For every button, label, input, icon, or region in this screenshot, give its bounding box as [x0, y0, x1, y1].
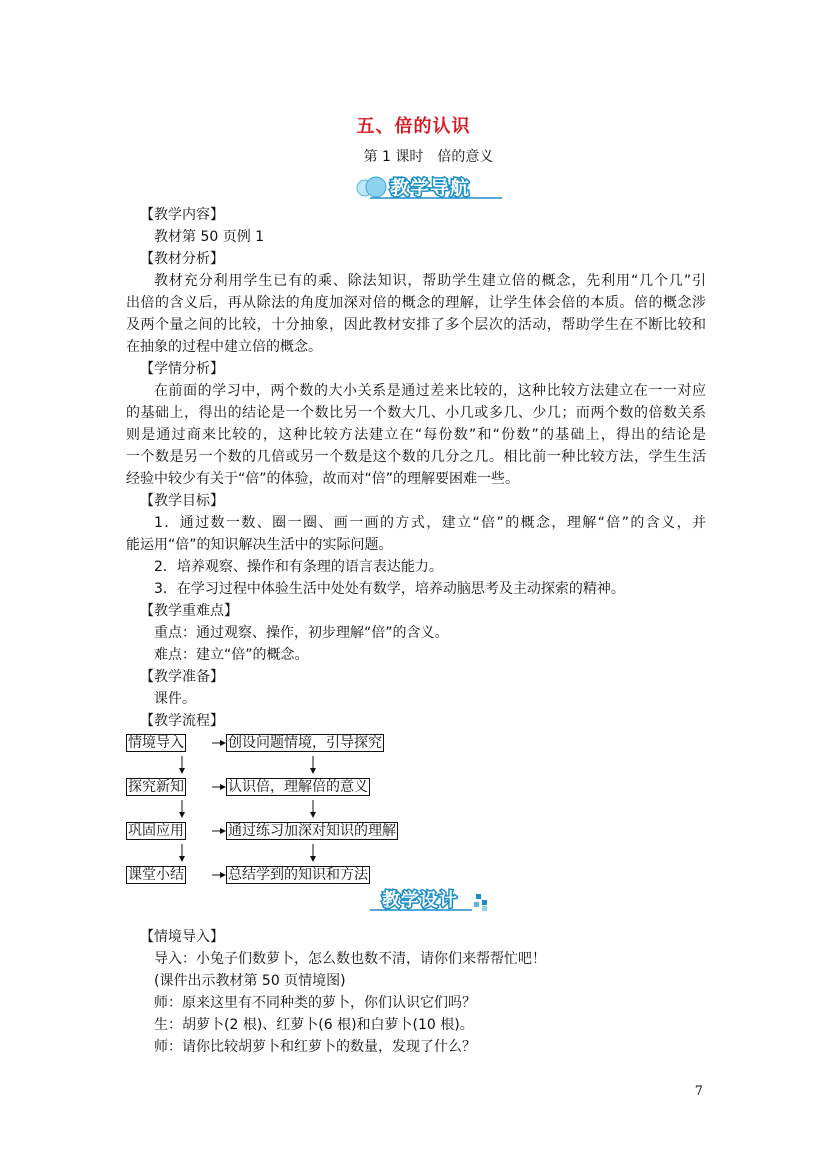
teaching-flowchart: [126, 732, 706, 886]
paragraph-line: 一个数是另一个数的几倍或另一个数是这个数的几分之几。相比前一种比较方法，学生生活: [126, 449, 706, 465]
paragraph-line: 的基础上，得出的结论是一个数比另一个数大几、小几或多几、少几；而两个数的倍数关系: [126, 405, 706, 421]
flow-stage-box: 课堂小结: [128, 867, 184, 883]
dialogue-line: 师：原来这里有不同种类的萝卜，你们认识它们吗？: [154, 995, 476, 1011]
paragraph-line: 及两个量之间的比较，十分抽象，因此教材安排了多个层次的活动，帮助学生在不断比较和: [126, 317, 706, 333]
flow-stage-box: 情境导入: [128, 735, 184, 751]
flow-desc-box: 认识倍，理解倍的意义: [228, 779, 368, 795]
flow-desc-box: 创设问题情境，引导探究: [228, 735, 382, 751]
flow-stage-box: 探究新知: [128, 779, 184, 795]
teaching-design-banner: [368, 884, 492, 916]
dialogue-line: 导入：小兔子们数萝卜，怎么数也数不清，请你们来帮帮忙吧！: [154, 951, 546, 967]
section-heading: 【教学准备】: [140, 669, 224, 685]
goal-item: 2．培养观察、操作和有条理的语言表达能力。: [154, 559, 443, 575]
paragraph-line: 出倍的含义后，再从除法的角度加深对倍的概念的理解，让学生体会倍的本质。倍的概念涉: [126, 295, 706, 311]
flow-desc-box: 总结学到的知识和方法: [228, 867, 368, 883]
section-text: 课件。: [154, 691, 196, 707]
section-heading: 【情境导入】: [140, 929, 224, 945]
section-heading: 【教学重难点】: [140, 603, 238, 619]
dialogue-line: 生：胡萝卜(2 根)、红萝卜(6 根)和白萝卜(10 根)。: [154, 1017, 474, 1033]
banner-dots-icon: [474, 894, 487, 911]
section-heading: 【教学流程】: [140, 713, 224, 729]
difficult-point: 难点：建立“倍”的概念。: [154, 647, 309, 663]
section-heading: 【教学内容】: [140, 207, 224, 223]
goal-item: 1．通过数一数、圈一圈、画一画的方式，建立“倍”的概念，理解“倍”的含义，并: [154, 515, 706, 531]
section-heading: 【学情分析】: [140, 361, 224, 377]
section-heading: 【教材分析】: [140, 251, 224, 267]
flowchart-arrows: [126, 732, 706, 886]
banner-bubbles-icon: [357, 177, 386, 197]
paragraph-line: 在抽象的过程中建立倍的概念。: [126, 339, 322, 355]
flow-stage-box: 巩固应用: [128, 823, 184, 839]
key-point: 重点：通过观察、操作，初步理解“倍”的含义。: [154, 625, 449, 641]
teaching-guide-banner: [356, 170, 506, 204]
goal-item-continued: 能运用“倍”的知识解决生活中的实际问题。: [126, 537, 393, 553]
dialogue-line: (课件出示教材第 50 页情境图): [154, 973, 346, 989]
page-title: 五、倍的认识: [356, 116, 471, 137]
lesson-subtitle: 第 1 课时 倍的意义: [363, 149, 494, 165]
banner-top-text: 教学导航: [389, 177, 471, 199]
goal-item: 3．在学习过程中体验生活中处处有数学，培养动脑思考及主动探索的精神。: [154, 581, 625, 597]
flow-desc-box: 通过练习加深对知识的理解: [228, 823, 396, 839]
banner-bottom-text: 教学设计: [382, 890, 458, 911]
paragraph-line: 则是通过商来比较的，这种比较方法建立在“每份数”和“份数”的基础上，得出的结论是: [126, 427, 706, 443]
page-number: 7: [694, 1084, 703, 1099]
section-text: 教材第 50 页例 1: [154, 229, 265, 245]
section-heading: 【教学目标】: [140, 493, 224, 509]
paragraph-line: 经验中较少有关于“倍”的体验，故而对“倍”的理解要困难一些。: [126, 471, 520, 487]
document-body: [126, 204, 706, 1058]
paragraph-line: 教材充分利用学生已有的乘、除法知识，帮助学生建立倍的概念，先利用“几个几”引: [154, 273, 706, 289]
dialogue-line: 师：请你比较胡萝卜和红萝卜的数量，发现了什么？: [154, 1039, 476, 1055]
paragraph-line: 在前面的学习中，两个数的大小关系是通过差来比较的，这种比较方法建立在一一对应: [154, 383, 706, 399]
